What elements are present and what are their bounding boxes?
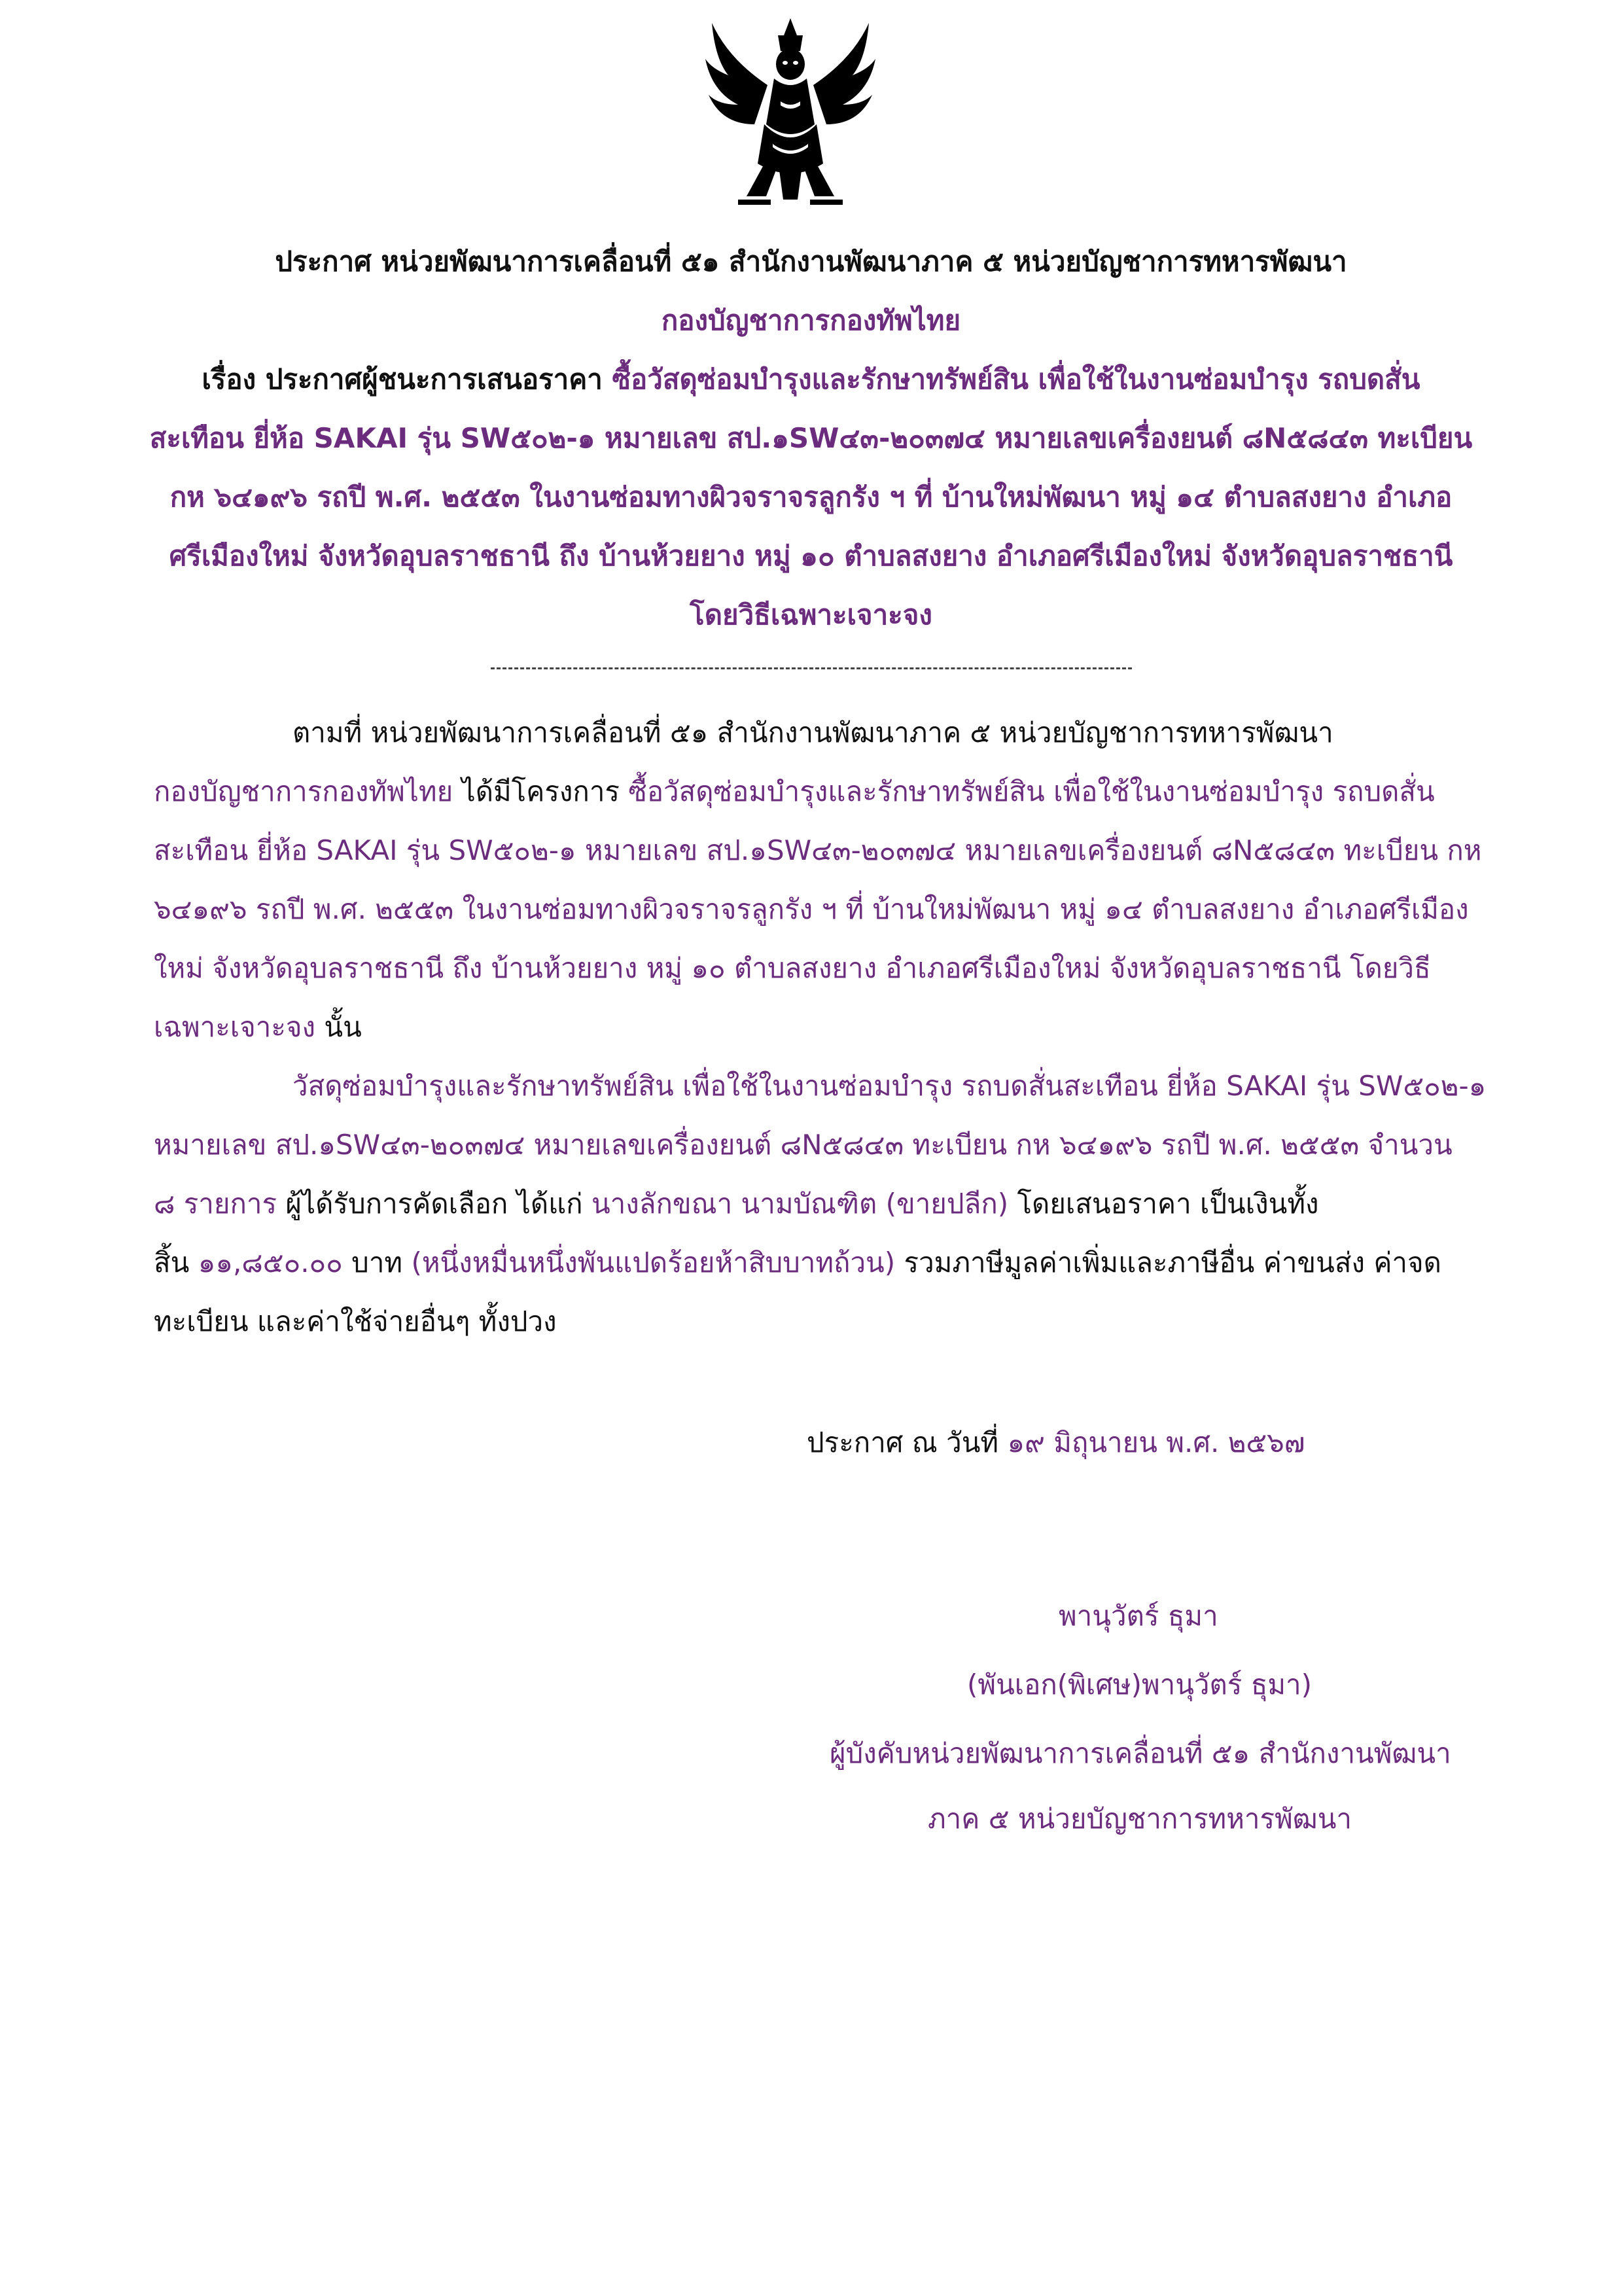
selected-label: ผู้ได้รับการคัดเลือก ได้แก่ bbox=[277, 1188, 591, 1220]
para1-line-2 bbox=[154, 772, 1435, 811]
para1-project: ซื้อวัสดุซ่อมบำรุงและรักษาทรัพย์สิน เพื่อใช้ในงานซ่อมบำรุง รถบดสั่น bbox=[628, 775, 1435, 807]
item-count: ๘ รายการ bbox=[154, 1188, 277, 1220]
subject-line-2: สะเทือน ยี่ห้อ SAKAI รุ่น SW๕๐๒-๑ หมายเลข สป.๑SW๔๓-๒๐๓๗๔ หมายเลขเครื่องยนต์ ๘N๕๘๔๓ ทะเบียน bbox=[149, 422, 1473, 454]
total-prefix: สิ้น bbox=[154, 1246, 198, 1279]
signature-title-1: ผู้บังคับหน่วยพัฒนาการเคลื่อนที่ ๕๑ สำนักงานพัฒนา bbox=[830, 1737, 1451, 1769]
para2-line-5: ทะเบียน และค่าใช้จ่ายอื่นๆ ทั้งปวง bbox=[154, 1305, 557, 1337]
para2-line-1: วัสดุซ่อมบำรุงและรักษาทรัพย์สิน เพื่อใช้ในงานซ่อมบำรุง รถบดสั่นสะเทือน ยี่ห้อ SAKAI รุ่น SW๕๐๒-๑ bbox=[292, 1070, 1487, 1102]
date-prefix: ประกาศ ณ วันที่ bbox=[807, 1426, 1008, 1458]
subject-text-1: ซื้อวัสดุซ่อมบำรุงและรักษาทรัพย์สิน เพื่อใช้ในงานซ่อมบำรุง รถบดสั่น bbox=[612, 363, 1420, 395]
vendor-name: นางลักขณา นามบัณฑิต (ขายปลีก) bbox=[591, 1188, 1009, 1220]
para1-org: กองบัญชาการกองทัพไทย bbox=[154, 775, 453, 807]
para1-line-3: สะเทือน ยี่ห้อ SAKAI รุ่น SW๕๐๒-๑ หมายเลข สป.๑SW๔๓-๒๐๓๗๔ หมายเลขเครื่องยนต์ ๘N๕๘๔๓ ทะเบียน กห bbox=[154, 834, 1482, 866]
signature-rank-name: (พันเอก(พิเศษ)พานุวัตร์ ธุมา) bbox=[967, 1669, 1312, 1701]
signature-title-2: ภาค ๕ หน่วยบัญชาการทหารพัฒนา bbox=[928, 1803, 1352, 1835]
subject-line-5: โดยวิธีเฉพาะเจาะจง bbox=[690, 599, 932, 631]
price-label: โดยเสนอราคา เป็นเงินทั้ง bbox=[1008, 1188, 1319, 1220]
subject-prefix: เรื่อง ประกาศผู้ชนะการเสนอราคา bbox=[202, 363, 603, 395]
para1-project-label: ได้มีโครงการ bbox=[453, 775, 629, 807]
amount-in-words: (หนึ่งหมื่นหนึ่งพันแปดร้อยห้าสิบบาทถ้วน) bbox=[411, 1246, 896, 1279]
currency: บาท bbox=[342, 1246, 412, 1279]
date-value: ๑๙ มิถุนายน พ.ศ. ๒๕๖๗ bbox=[1007, 1426, 1305, 1458]
para1-end: นั้น bbox=[315, 1011, 362, 1043]
subject-line-1 bbox=[0, 360, 1622, 399]
para2-line-4 bbox=[154, 1243, 1441, 1282]
total-amount: ๑๑,๘๕๐.๐๐ bbox=[198, 1246, 343, 1279]
para1-line-6 bbox=[154, 1008, 362, 1047]
signature-name: พานุวัตร์ ธุมา bbox=[1059, 1600, 1218, 1632]
divider bbox=[491, 667, 1132, 669]
subject-line-4: ศรีเมืองใหม่ จังหวัดอุบลราชธานี ถึง บ้านห้วยยาง หมู่ ๑๐ ตำบลสงยาง อำเภอศรีเมืองใหม่ จังหวัดอุบลราชธานี bbox=[169, 540, 1453, 572]
para1-line-5: ใหม่ จังหวัดอุบลราชธานี ถึง บ้านห้วยยาง หมู่ ๑๐ ตำบลสงยาง อำเภอศรีเมืองใหม่ จังหวัดอุบลราชธานี โดยวิธี bbox=[154, 952, 1431, 984]
tax-note: รวมภาษีมูลค่าเพิ่มและภาษีอื่น ค่าขนส่ง ค่าจด bbox=[895, 1246, 1441, 1279]
para2-line-2: หมายเลข สป.๑SW๔๓-๒๐๓๗๔ หมายเลขเครื่องยนต์ ๘N๕๘๔๓ ทะเบียน กห ๖๔๑๙๖ รถปี พ.ศ. ๒๕๕๓ จำนวน bbox=[154, 1129, 1453, 1161]
announce-date bbox=[807, 1423, 1305, 1462]
header-line-2: กองบัญชาการกองทัพไทย bbox=[661, 304, 961, 336]
subject-line-3: กห ๖๔๑๙๖ รถปี พ.ศ. ๒๕๕๓ ในงานซ่อมทางผิวจราจรลูกรัง ฯ ที่ บ้านใหม่พัฒนา หมู่ ๑๔ ตำบลสงยาง อำเภอ bbox=[169, 481, 1453, 513]
header-line-1: ประกาศ หน่วยพัฒนาการเคลื่อนที่ ๕๑ สำนักงานพัฒนาภาค ๕ หน่วยบัญชาการทหารพัฒนา bbox=[275, 245, 1347, 277]
para1-method: เฉพาะเจาะจง bbox=[154, 1011, 316, 1043]
para2-line-3 bbox=[154, 1184, 1319, 1224]
para1-line-1: ตามที่ หน่วยพัฒนาการเคลื่อนที่ ๕๑ สำนักงานพัฒนาภาค ๕ หน่วยบัญชาการทหารพัฒนา bbox=[292, 716, 1333, 749]
para1-line-4: ๖๔๑๙๖ รถปี พ.ศ. ๒๕๕๓ ในงานซ่อมทางผิวจราจรลูกรัง ฯ ที่ บ้านใหม่พัฒนา หมู่ ๑๔ ตำบลสงยาง อำเภอศรีเมือง bbox=[154, 893, 1469, 925]
garuda-emblem-icon bbox=[702, 13, 879, 216]
